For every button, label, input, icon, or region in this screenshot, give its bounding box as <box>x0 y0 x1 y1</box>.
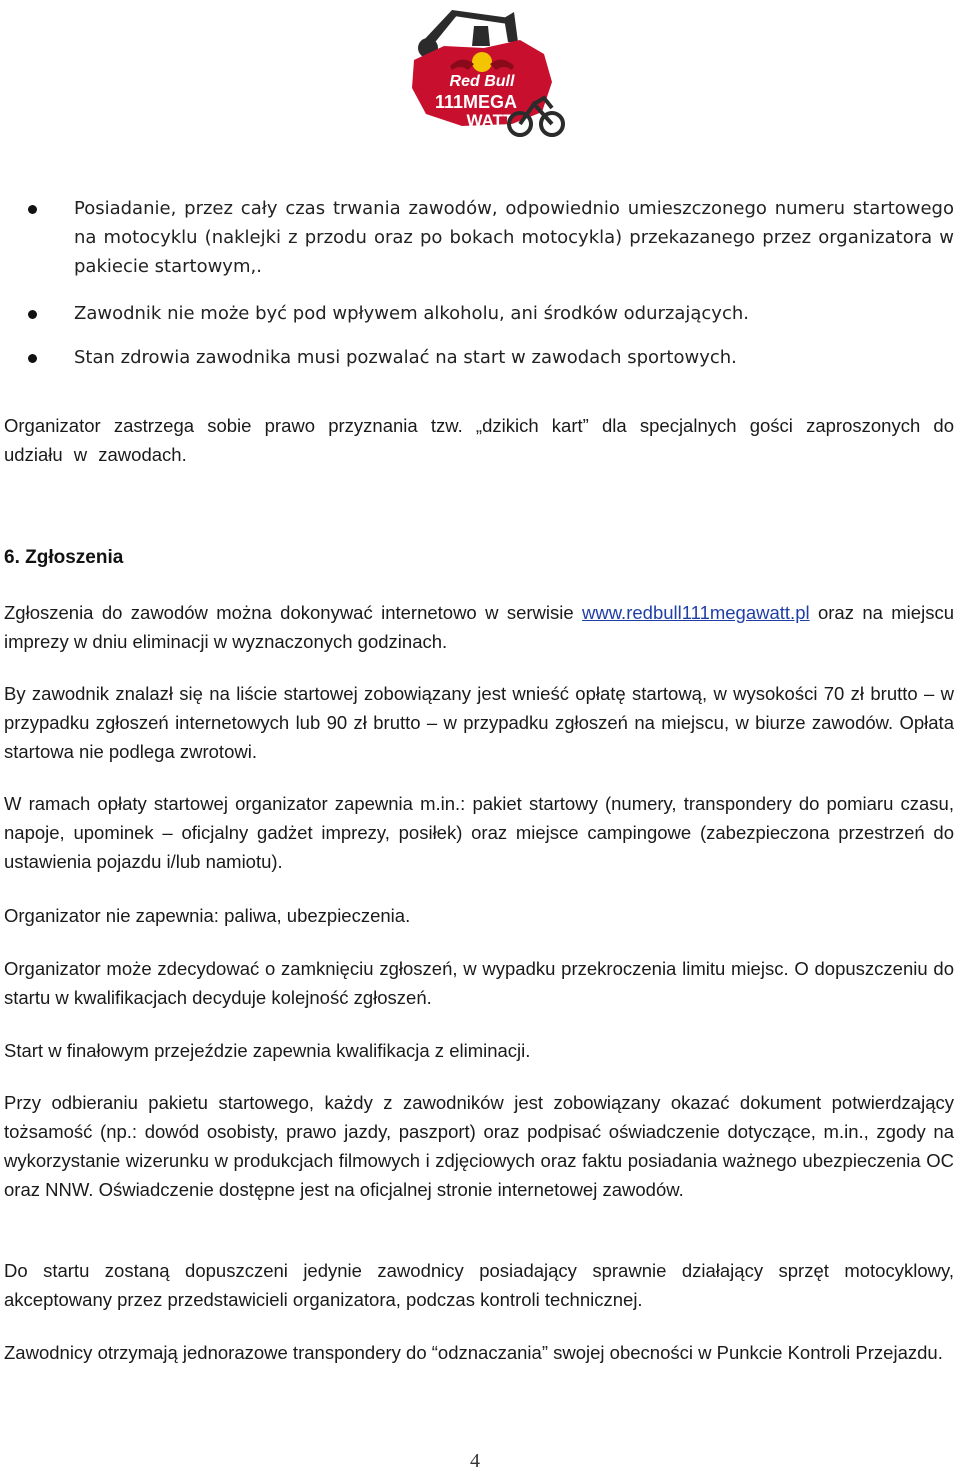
website-link[interactable]: www.redbull111megawatt.pl <box>582 602 810 623</box>
section-heading: 6. Zgłoszenia <box>4 547 124 568</box>
closing-registration-paragraph: Organizator może zdecydować o zamknięciu zgłoszeń, w wypadku przekroczenia limitu miejsc. O dopuszczeniu do startu w kwalifikacjach decyduje kolejność zgłoszeń. <box>4 958 954 1008</box>
svg-text:Red Bull: Red Bull <box>449 73 515 90</box>
svg-text:111MEGA: 111MEGA <box>434 92 518 112</box>
list-item-text: Posiadanie, przez cały czas trwania zawodów, odpowiednio umieszczonego numeru startowego na motocyklu (naklejki z przodu oraz po bokach motocykla) przekazanego przez organizatora w pakiecie startowym,. <box>74 198 954 277</box>
not-provided-paragraph: Organizator nie zapewnia: paliwa, ubezpieczenia. <box>4 905 411 926</box>
list-item <box>4 343 954 372</box>
registration-paragraph <box>4 598 954 656</box>
requirements-list <box>4 194 954 372</box>
sun-icon <box>472 52 492 72</box>
starter-pack-paragraph: W ramach opłaty startowej organizator zapewnia m.in.: pakiet startowy (numery, transpondery do pomiaru czasu, napoje, upominek – oficjalny gadżet imprezy, posiłek) oraz miejsce campingowe (zabezpieczona przestrzeń do ustawienia pojazdu i/lub namiotu). <box>4 793 954 872</box>
fee-paragraph: By zawodnik znalazł się na liście startowej zobowiązany jest wnieść opłatę startową, w wysokości 70 zł brutto – w przypadku zgłoszeń internetowych lub 90 zł brutto – w przypadku zgłoszeń na miejscu, w biurze zawodów. Opłata startowa nie podlega zwrotowi. <box>4 683 954 762</box>
red-bull-111-megawatt-logo <box>392 2 572 140</box>
page-number: 4 <box>470 1450 480 1472</box>
wildcard-paragraph: Organizator zastrzega sobie prawo przyznania tzw. „dzikich kart” dla specjalnych gości zaproszonych do udziału w zawodach. <box>4 415 954 465</box>
svg-text:WATT: WATT <box>466 111 514 130</box>
transponder-paragraph: Zawodnicy otrzymają jednorazowe transpondery do “odznaczania” swojej obecności w Punkcie Kontroli Przejazdu. <box>4 1342 943 1363</box>
bullet-icon <box>4 299 74 319</box>
registration-text-end: oraz na miejscu imprezy w dniu eliminacji w wyznaczonych godzinach. <box>4 602 954 652</box>
identity-paragraph: Przy odbieraniu pakietu startowego, każdy z zawodników jest zobowiązany okazać dokument potwierdzający tożsamość (np.: dowód osobisty, prawo jazdy, paszport) oraz podpisać oświadczenie dotyczące, m.in., zgody na wykorzystanie wizerunku w produkcjach filmowych i zdjęciowych oraz faktu posiadania ważnego ubezpieczenia OC oraz NNW. Oświadczenie dostępne jest na oficjalnej stronie internetowej zawodów. <box>4 1092 954 1200</box>
event-logo <box>392 2 572 140</box>
registration-text: Zgłoszenia do zawodów można dokonywać internetowo w serwisie <box>4 602 582 623</box>
list-item-text: Stan zdrowia zawodnika musi pozwalać na start w zawodach sportowych. <box>74 347 737 368</box>
list-item <box>4 299 954 328</box>
list-item-text: Zawodnik nie może być pod wpływem alkoholu, ani środków odurzających. <box>74 303 749 324</box>
equipment-paragraph: Do startu zostaną dopuszczeni jedynie zawodnicy posiadający sprawnie działający sprzęt motocyklowy, akceptowany przez przedstawicieli organizatora, podczas kontroli technicznej. <box>4 1260 954 1310</box>
final-start-paragraph: Start w finałowym przejeździe zapewnia kwalifikacja z eliminacji. <box>4 1040 531 1061</box>
bullet-icon <box>4 194 74 214</box>
bullet-icon <box>4 343 74 363</box>
list-item <box>4 194 954 281</box>
